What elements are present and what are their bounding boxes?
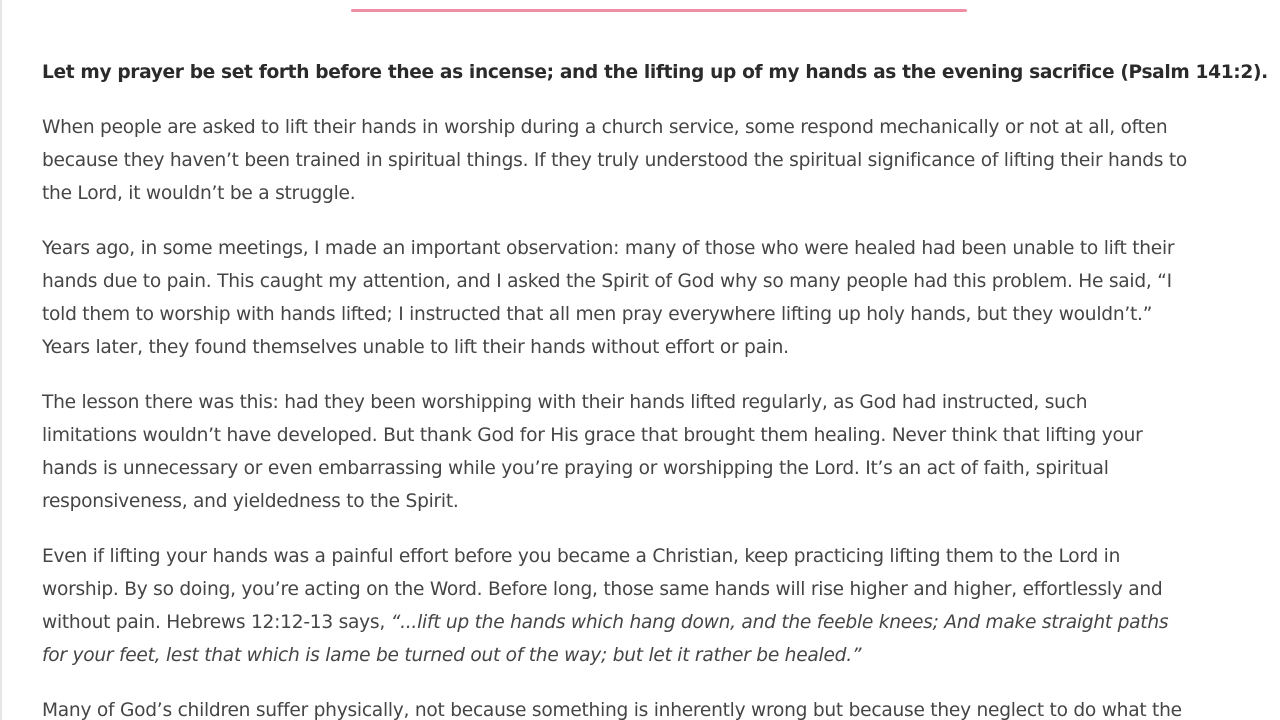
paragraph-line: Many of God’s children suffer physically, not because something is inherently wrong but because they neglect to do what the <box>42 700 1182 720</box>
scripture-citation: “...lift up the hands which hang down, and the feeble knees; And make straight paths <box>390 612 1169 633</box>
article-body <box>42 56 1278 720</box>
scripture-citation: for your feet, lest that which is lame be turned out of the way; but let it rather be healed.” <box>42 645 862 666</box>
paragraph-line: worship. By so doing, you’re acting on the Word. Before long, those same hands will rise higher and higher, effortlessly and <box>42 579 1163 600</box>
paragraph-line: When people are asked to lift their hands in worship during a church service, some respond mechanically or not at all, often <box>42 117 1168 138</box>
paragraph-4 <box>42 540 1278 672</box>
paragraph-line: hands due to pain. This caught my attention, and I asked the Spirit of God why so many people had this problem. He said, “I <box>42 271 1172 292</box>
paragraph-line <box>42 606 1278 639</box>
paragraph-line: told them to worship with hands lifted; I instructed that all men pray everywhere lifting up holy hands, but they wouldn’t.” <box>42 304 1153 325</box>
paragraph-2 <box>42 232 1278 364</box>
paragraph-3 <box>42 386 1278 518</box>
paragraph-line: The lesson there was this: had they been worshipping with their hands lifted regularly, as God had instructed, such <box>42 392 1088 413</box>
paragraph-line: responsiveness, and yieldedness to the Spirit. <box>42 491 459 512</box>
paragraph-line: limitations wouldn’t have developed. But thank God for His grace that brought them healing. Never think that lifting your <box>42 425 1143 446</box>
paragraph-line: hands is unnecessary or even embarrassing while you’re praying or worshipping the Lord. It’s an act of faith, spiritual <box>42 458 1109 479</box>
paragraph-line: Years later, they found themselves unable to lift their hands without effort or pain. <box>42 337 789 358</box>
paragraph-line: Even if lifting your hands was a painful effort before you became a Christian, keep practicing lifting them to the Lord in <box>42 546 1121 567</box>
paragraph-5 <box>42 694 1278 720</box>
section-divider <box>351 9 967 12</box>
paragraph-line: because they haven’t been trained in spiritual things. If they truly understood the spiritual significance of lifting their hands to <box>42 150 1188 171</box>
paragraph-1 <box>42 111 1278 210</box>
scripture-quote: Let my prayer be set forth before thee as incense; and the lifting up of my hands as the evening sacrifice (Psalm 141:2). <box>42 62 1268 83</box>
paragraph-text: without pain. Hebrews 12:12-13 says, <box>42 612 391 633</box>
paragraph-line: Years ago, in some meetings, I made an important observation: many of those who were healed had been unable to lift their <box>42 238 1175 259</box>
paragraph-line: the Lord, it wouldn’t be a struggle. <box>42 183 356 204</box>
